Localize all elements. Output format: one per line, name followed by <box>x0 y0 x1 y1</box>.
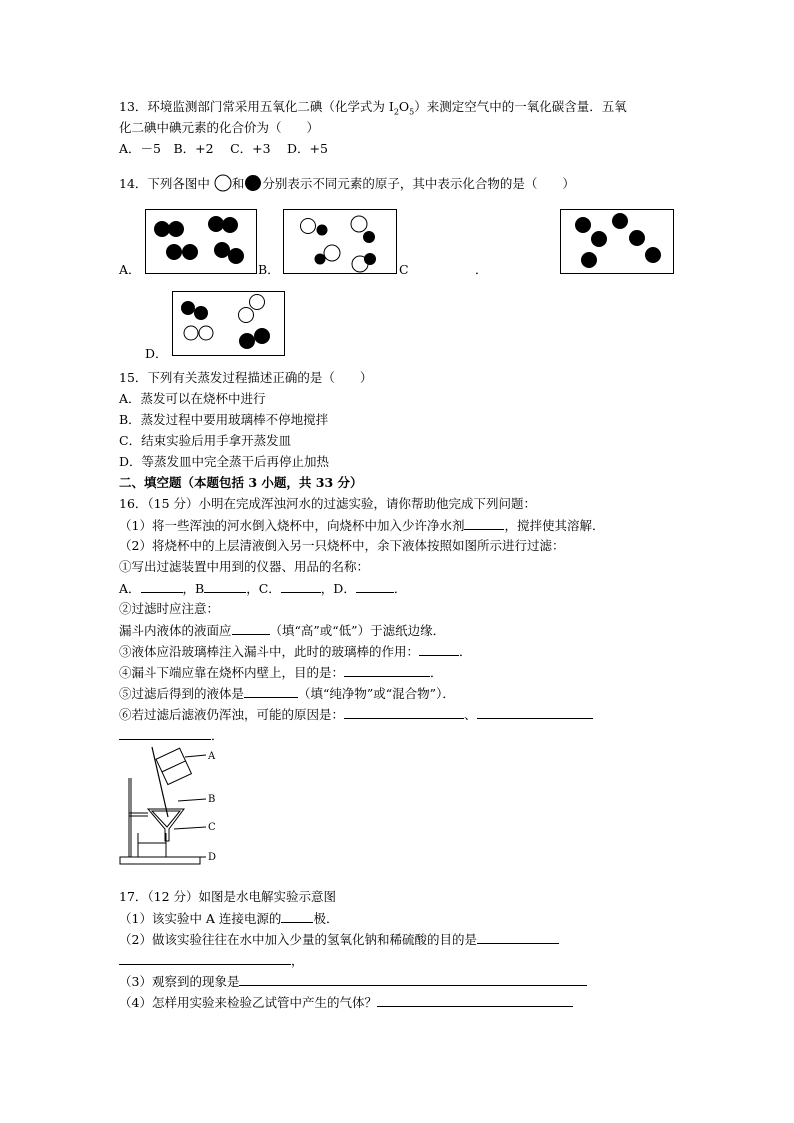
pouring-beaker <box>156 748 191 784</box>
q14-box-b <box>283 209 397 274</box>
box-a-molecules <box>146 210 256 273</box>
q14-label-d: D． <box>145 346 168 361</box>
q14-stem: 14．下列各图中 和 分别表示不同元素的原子，其中表示化合物的是（ ） <box>119 176 575 191</box>
box-c-molecules <box>561 210 673 273</box>
fig-label-a: A <box>208 751 216 762</box>
q16-sub1: ①写出过滤装置中用到的仪器、用品的名称： <box>119 559 370 574</box>
q16-sub6-cont: ． <box>119 727 224 744</box>
white-atom-icon <box>214 174 232 192</box>
q15-option-b: B．蒸发过程中要用玻璃棒不停地搅拌 <box>119 412 329 427</box>
box-d-molecules <box>173 292 284 355</box>
q15-option-c: C．结束实验后用手拿开蒸发皿 <box>119 433 292 448</box>
fig-label-d: D <box>208 852 217 863</box>
q17-part2: （2）做该实验往往在水中加入少量的氢氧化钠和稀硫酸的目的是 <box>119 931 559 948</box>
q16-sub6: ⑥若过滤后滤液仍浑浊，可能的原因是： 、 <box>119 706 593 723</box>
answer-blank[interactable] <box>281 910 313 923</box>
q14-label-a: A． <box>119 262 141 277</box>
q16-stem: 16．（15 分）小明在完成浑浊河水的过滤实验，请你帮助他完成下列问题： <box>119 496 537 511</box>
q15-option-d: D．等蒸发皿中完全蒸干后再停止加热 <box>119 454 330 469</box>
stand-base <box>120 857 200 864</box>
answer-blank-b[interactable] <box>204 580 246 593</box>
answer-blank-c[interactable] <box>281 580 321 593</box>
q16-sub2: ②过滤时应注意： <box>119 601 220 616</box>
answer-blank[interactable] <box>344 664 430 677</box>
q16-sub3: ③液体应沿玻璃棒注入漏斗中，此时的玻璃棒的作用： ． <box>119 644 472 659</box>
fig-label-b: B <box>208 794 216 805</box>
q16-part2: （2）将烧杯中的上层清液倒入另一只烧杯中，余下液体按照如图所示进行过滤： <box>119 538 565 553</box>
answer-blank[interactable] <box>239 973 587 986</box>
answer-blank-3[interactable] <box>119 727 211 740</box>
q16-part1: （1）将一些浑浊的河水倒入烧杯中，向烧杯中加入少许净水剂 ，搅拌使其溶解． <box>119 518 605 533</box>
black-atom-icon <box>244 174 262 192</box>
filtration-apparatus-figure <box>112 745 222 870</box>
q17-part4: （4）怎样用实验来检验乙试管中产生的气体？ <box>119 994 573 1011</box>
q17-stem: 17．（12 分）如图是水电解实验示意图 <box>119 889 337 904</box>
q13-options: A．－5 B．+2 C．+3 D．+5 <box>119 141 328 156</box>
fig-label-c: C <box>208 822 216 833</box>
q17-part3: （3）观察到的现象是 <box>119 973 587 990</box>
q16-sub2b: 漏斗内液体的液面应 （填“高”或“低”）于滤纸边缘． <box>119 623 446 638</box>
answer-blank[interactable] <box>244 685 298 698</box>
q13-line1: 13．环境监测部门常采用五氧化二碘（化学式为 $I_2O_5$）来测定空气中的一氧化碳含量．五氧 <box>119 99 627 117</box>
q14-box-c <box>560 209 674 274</box>
q16-sub5: ⑤过滤后得到的液体是 （填“纯净物”或“混合物”）． <box>119 686 455 701</box>
answer-blank[interactable] <box>377 994 573 1007</box>
q14-box-a <box>145 209 257 274</box>
q14-label-b: B． <box>258 262 280 277</box>
q15-stem: 15．下列有关蒸发过程描述正确的是（ ） <box>119 370 373 385</box>
answer-blank[interactable] <box>232 622 270 635</box>
q14-label-c: C <box>399 262 409 277</box>
q17-part2-cont: ， <box>119 952 304 969</box>
answer-blank-a[interactable] <box>141 580 183 593</box>
box-b-molecules <box>284 210 396 273</box>
answer-blank-1[interactable] <box>344 706 464 719</box>
q14-label-c-dot: ． <box>475 262 488 277</box>
answer-blank-d[interactable] <box>356 580 394 593</box>
answer-blank[interactable] <box>119 952 291 965</box>
q16-sub1-blanks: A． ，B ，C． ，D． ． <box>119 581 407 596</box>
answer-blank-2[interactable] <box>477 706 593 719</box>
q13-line2: 化二碘中碘元素的化合价为（ ） <box>119 120 320 135</box>
answer-blank[interactable] <box>419 643 459 656</box>
q14-box-d <box>172 291 285 356</box>
q16-sub4: ④漏斗下端应靠在烧杯内壁上，目的是： ． <box>119 665 443 680</box>
section-heading: 二、填空题（本题包括 3 小题，共 33 分） <box>119 475 363 490</box>
answer-blank[interactable] <box>477 931 559 944</box>
q17-part1: （1）该实验中 A 连接电源的 极． <box>119 911 339 926</box>
answer-blank[interactable] <box>464 517 504 530</box>
receiving-beaker <box>138 833 166 857</box>
q15-option-a: A．蒸发可以在烧杯中进行 <box>119 391 266 406</box>
